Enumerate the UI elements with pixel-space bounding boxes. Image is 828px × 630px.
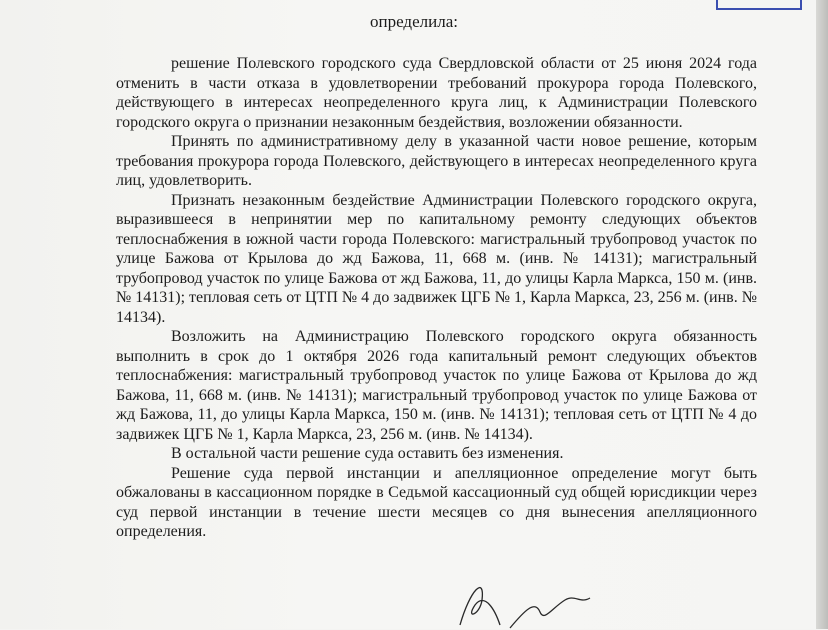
document-body bbox=[116, 54, 757, 542]
paragraph-new-decision: Принять по административному делу в указанной части новое решение, которым требования прокурора города Полевского, действующего в интересах неопределенного круга лиц, удовлетворить. bbox=[116, 133, 757, 189]
paragraph-rest-unchanged: В остальной части решение суда оставить без изменения. bbox=[171, 445, 564, 462]
paragraph-cancel-decision: решение Полевского городского суда Свердловской области от 25 июня 2024 года отменить в части отказа в удовлетворении требований прокурора города Полевского, действующего в интересах неопределенного круга лиц, к Администрации Полевского городского округа о признании незаконным бездействия, возложении обязанности. bbox=[116, 55, 757, 131]
decision-heading: определила: bbox=[370, 12, 458, 31]
page-edge bbox=[816, 0, 828, 629]
paragraph-impose-obligation: Возложить на Администрацию Полевского городского округа обязанность выполнить в срок до 1 октября 2026 года капитальный ремонт следующих объектов теплоснабжения: магистральный трубопровод участок по улице Бажова от Крылова до жд Бажова, 11, 668 м. (инв. № 14131); магистральный трубопровод участок по улице Бажова от жд Бажова, 11, до улицы Карла Маркса, 150 м. (инв. № 14131); тепловая сеть от ЦТП № 4 до задвижек ЦГБ № 1, Карла Маркса, 23, 256 м. (инв. № 14134). bbox=[116, 328, 757, 443]
handwritten-signature bbox=[440, 570, 620, 630]
paragraph-appeal-procedure: Решение суда первой инстанции и апелляционное определение могут быть обжалованы в кассационном порядке в Седьмой кассационный суд общей юрисдикции через суд первой инстанции в течение шести месяцев со дня вынесения апелляционного определения. bbox=[116, 464, 757, 540]
paragraph-recognize-inaction: Признать незаконным бездействие Администрации Полевского городского округа, выразившееся в непринятии мер по капитальному ремонту следующих объектов теплоснабжения в южной части города Полевского: магистральный трубопровод участок по улице Бажова от Крылова до жд Бажова, 11, 668 м. (инв. № 14131); магистральный трубопровод участок по улице Бажова от жд Бажова, 11, до улицы Карла Маркса, 150 м. (инв. № 14131); тепловая сеть от ЦТП № 4 до задвижек ЦГБ № 1, Карла Маркса, 23, 256 м. (инв. № 14134). bbox=[116, 191, 757, 326]
stamp-corner bbox=[716, 0, 802, 10]
